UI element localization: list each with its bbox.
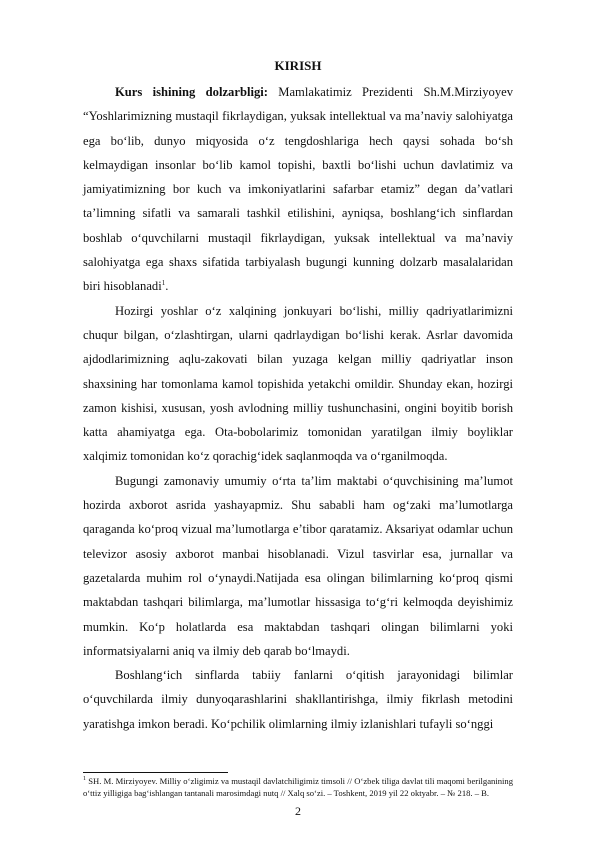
paragraph-1	[83, 80, 513, 299]
paragraph-2: Hozirgi yoshlar o‘z xalqining jonkuyari bo‘lishi, milliy qadriyatlarimizni chuqur bilgan, o‘zlashtirgan, ularni qadrlaydigan bo‘lishi kerak. Asrlar davomida ajdodlarimizning aqlu-zakovati bilan yuzaga kelgan milliy qadriyatlar inson shaxsining har tomonlama kamol topishida yetakchi omildir. Shunday ekan, hozirgi zamon kishisi, xususan, yosh avlodning milliy tushunchasini, ongini boyitib borish katta ahamiyatga ega. Ota-bobolarimiz tomonidan yaratilgan ilmiy boyliklar xalqimiz tomonidan ko‘z qorachig‘idek saqlanmoqda va o‘rganilmoqda.	[83, 303, 513, 464]
paragraph-1-text: Mamlakatimiz Prezidenti Sh.M.Mirziyoyev “Yoshlarimizning mustaqil fikrlaydigan, yuksak intellektual va ma’naviy salohiyatga ega bo‘lib, dunyo miqyosida o‘z tengdoshlariga hech qaysi sohada bo‘sh kelmaydigan insonlar bo‘lib kamol topishi, baxtli bo‘lishi uchun davlatimiz va jamiyatimizning bor kuch va imkoniyatlarini safarbar etamiz” degan da’vatlari ta’limning sifatli va samarali tashkil etilishini, ayniqsa, boshlang‘ich sinflardan boshlab o‘quvchilarni mustaqil fikrlaydigan, yuksak intellektual va ma’naviy salohiyatga ega shaxs sifatida tarbiyalash bugungi kunning dolzarb masalalaridan biri hisoblanadi	[83, 85, 513, 294]
footnote-marker: 1	[83, 776, 86, 783]
paragraph-4: Boshlang‘ich sinflarda tabiiy fanlarni o‘qitish jarayonidagi bilimlar o‘quvchilarda ilmiy dunyoqarashlarini shakllantirishga, ilmiy fikrlash metodini yaratishga imkon beradi. Ko‘pchilik olimlarning ilmiy izlanishlari tufayli so‘nggi	[83, 668, 513, 731]
paragraph-1-tail: .	[165, 279, 169, 294]
lead-phrase: Kurs ishining dolzarbligi:	[115, 85, 268, 99]
footnote-divider	[83, 772, 228, 773]
body-text	[83, 80, 513, 736]
paragraph-3: Bugungi zamonaviy umumiy o‘rta ta’lim maktabi o‘quvchisining ma’lumot hozirda axborot asrida yashayapmiz. Shu sababli ham og‘zaki ma’lumotlarga qaraganda ko‘proq vizual ma’lumotlarga e’tibor qaratamiz. Aksariyat odamlar uchun televizor asosiy axborot manbai hisoblanadi. Vizul tasvirlar esa, jurnallar va gazetalarda muhim rol o‘ynaydi.Natijada esa olingan bilimlarning ko‘proq qismi maktabdan tashqari bilimlarga, ma’lumotlar hissasiga to‘g‘ri kelmoqda deyishimiz mumkin. Ko‘p holatlarda esa maktabdan tashqari olingan bilimlarni yoki informatsiyalarni aniq va ilmiy deb qarab bo‘lmaydi.	[83, 473, 513, 658]
footnote-ref[interactable]: 1	[161, 279, 166, 288]
footnote	[83, 776, 513, 799]
section-title: KIRISH	[274, 58, 322, 73]
page-number: 2	[295, 804, 301, 818]
footnote-text: SH. M. Mirziyoyev. Milliy o‘zligimiz va mustaqil davlatchiligimiz timsoli // O‘zbek tiliga davlat tili maqomi berilganining o‘ttiz yilligiga bag‘ishlangan tantanali marosimdagi nutq // Xalq so‘zi. – Toshkent, 2019 yil 22 oktyabr. – № 218. – B.	[83, 776, 513, 798]
